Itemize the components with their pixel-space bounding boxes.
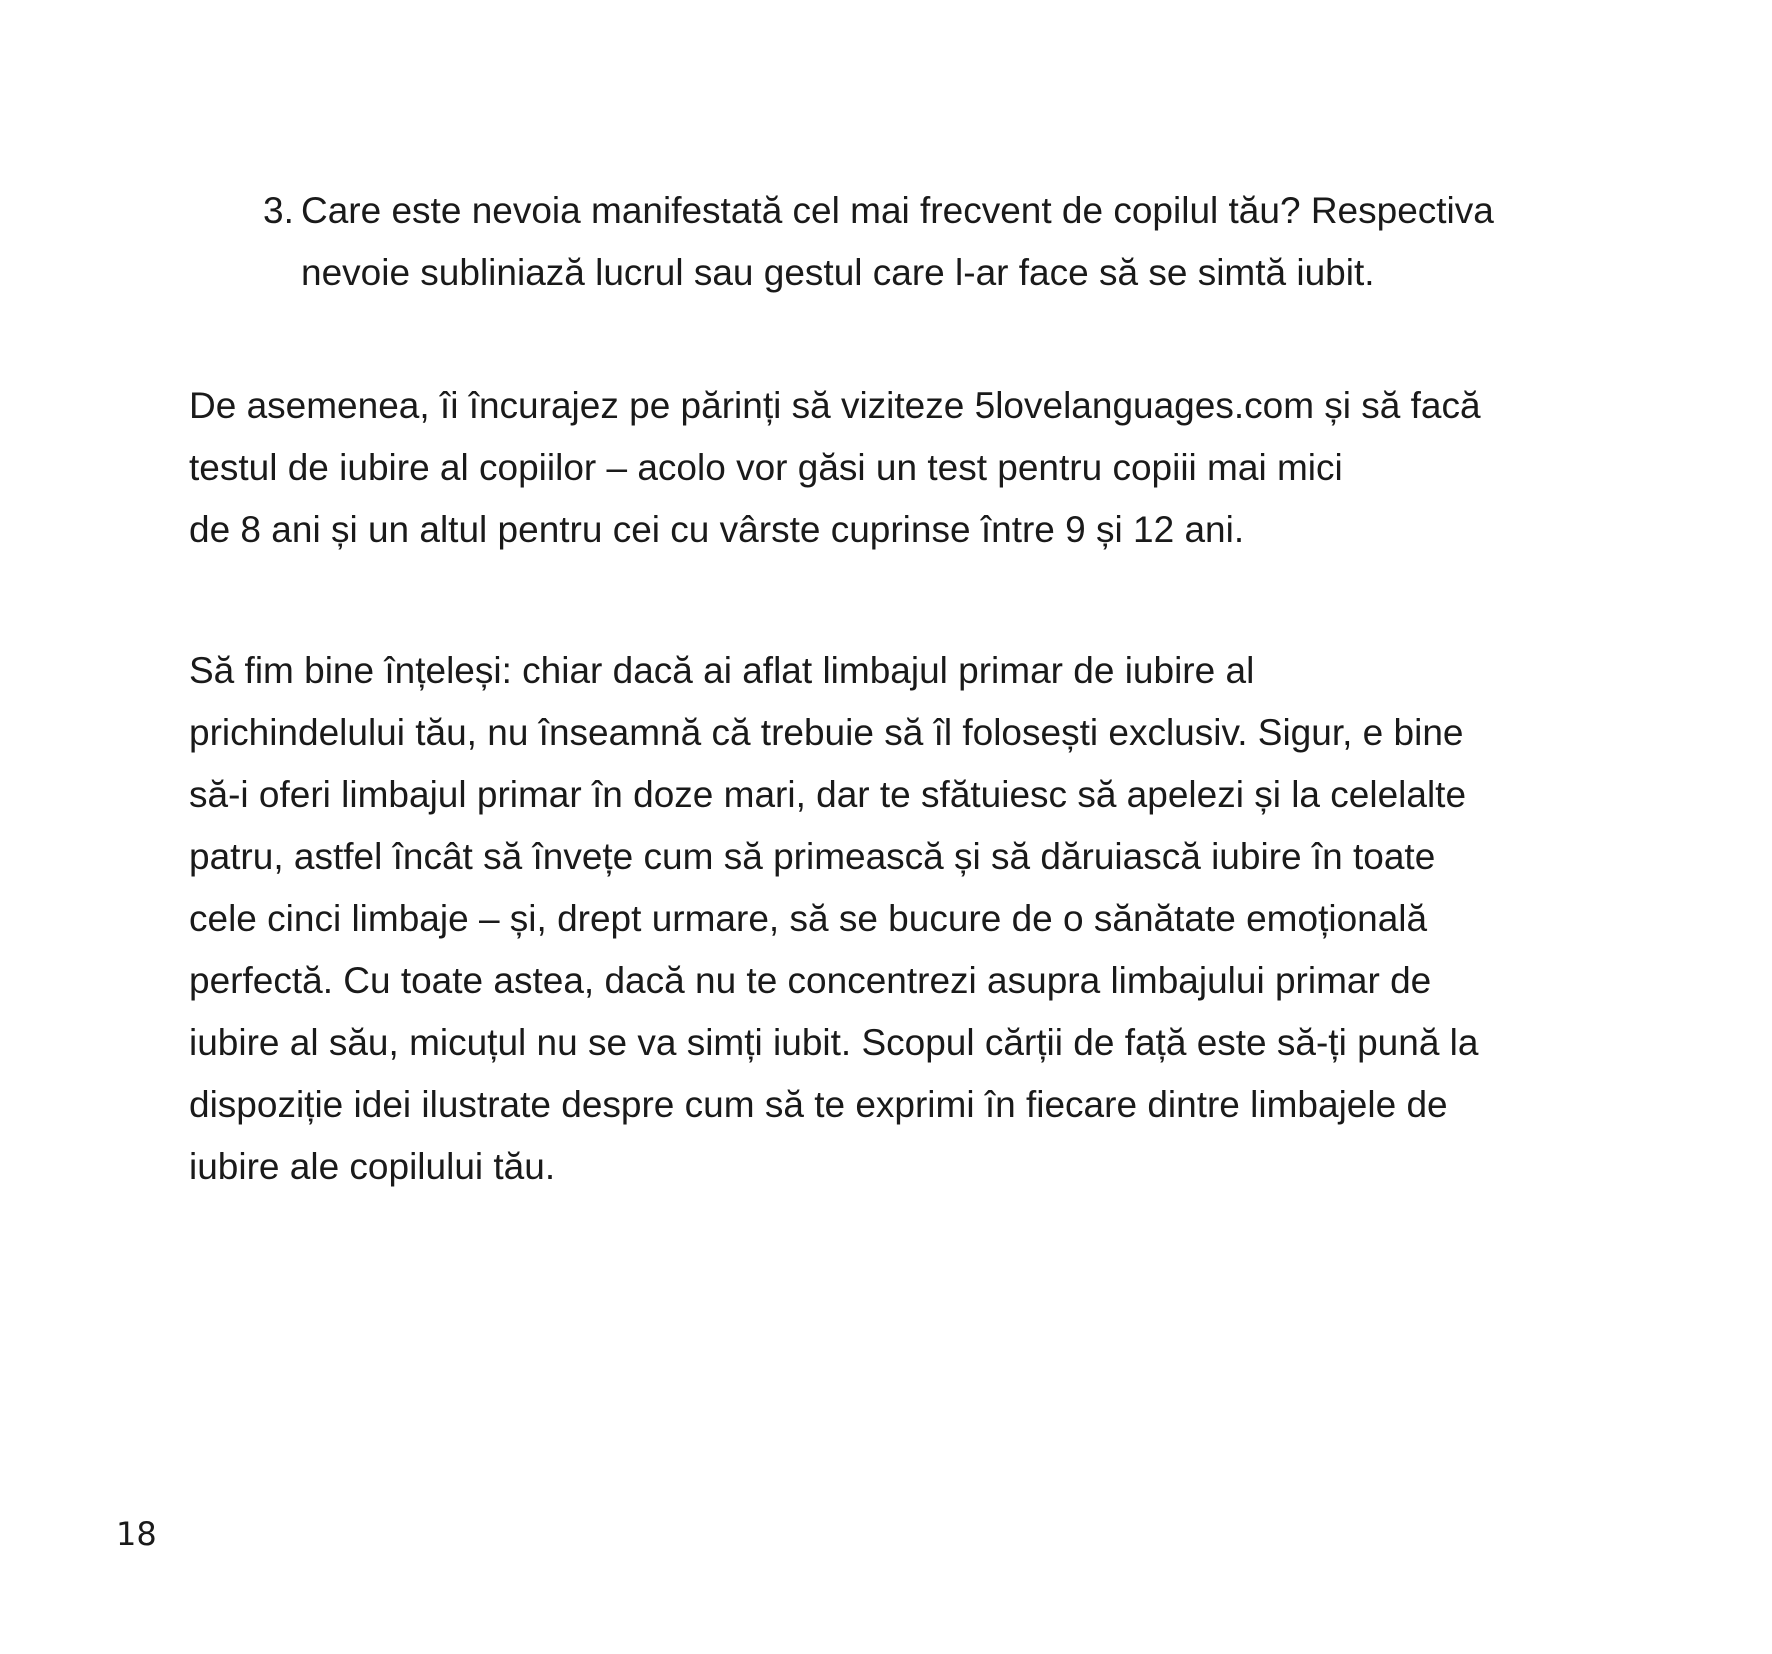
list-item-line: nevoie subliniază lucrul sau gestul care l-ar face să se simtă iubit. — [301, 252, 1375, 293]
paragraph-line: testul de iubire al copiilor – acolo vor găsi un test pentru copiii mai mici — [189, 447, 1343, 488]
paragraph-line: De asemenea, îi încurajez pe părinți să viziteze 5lovelanguages.com și să facă — [189, 385, 1481, 426]
paragraph-line: dispoziție idei ilustrate despre cum să te exprimi în fiecare dintre limbajele de — [189, 1084, 1448, 1125]
paragraph-line: patru, astfel încât să învețe cum să primească și să dăruiască iubire în toate — [189, 836, 1436, 877]
numbered-list-item — [263, 180, 1563, 304]
paragraph-line: prichindelului tău, nu înseamnă că trebuie să îl folosești exclusiv. Sigur, e bine — [189, 712, 1464, 753]
paragraph-line: să-i oferi limbajul primar în doze mari, dar te sfătuiesc să apelezi și la celelalte — [189, 774, 1467, 815]
paragraph-line: de 8 ani și un altul pentru cei cu vârste cuprinse între 9 și 12 ani. — [189, 509, 1245, 550]
page-number: 18 — [116, 1515, 157, 1553]
paragraph-line: perfectă. Cu toate astea, dacă nu te concentrezi asupra limbajului primar de — [189, 960, 1432, 1001]
paragraph-line: cele cinci limbaje – și, drept urmare, să se bucure de o sănătate emoțională — [189, 898, 1428, 939]
paragraph-primary-language — [189, 640, 1589, 1198]
list-item-line: Care este nevoia manifestată cel mai frecvent de copilul tău? Respectiva — [301, 190, 1494, 231]
paragraph-line: iubire al său, micuțul nu se va simți iubit. Scopul cărții de față este să-ți pună la — [189, 1022, 1479, 1063]
paragraph-website-test — [189, 375, 1589, 561]
paragraph-line: Să fim bine înțeleși: chiar dacă ai aflat limbajul primar de iubire al — [189, 650, 1255, 691]
paragraph-line: iubire ale copilului tău. — [189, 1146, 556, 1187]
list-item-number: 3. — [263, 190, 294, 231]
